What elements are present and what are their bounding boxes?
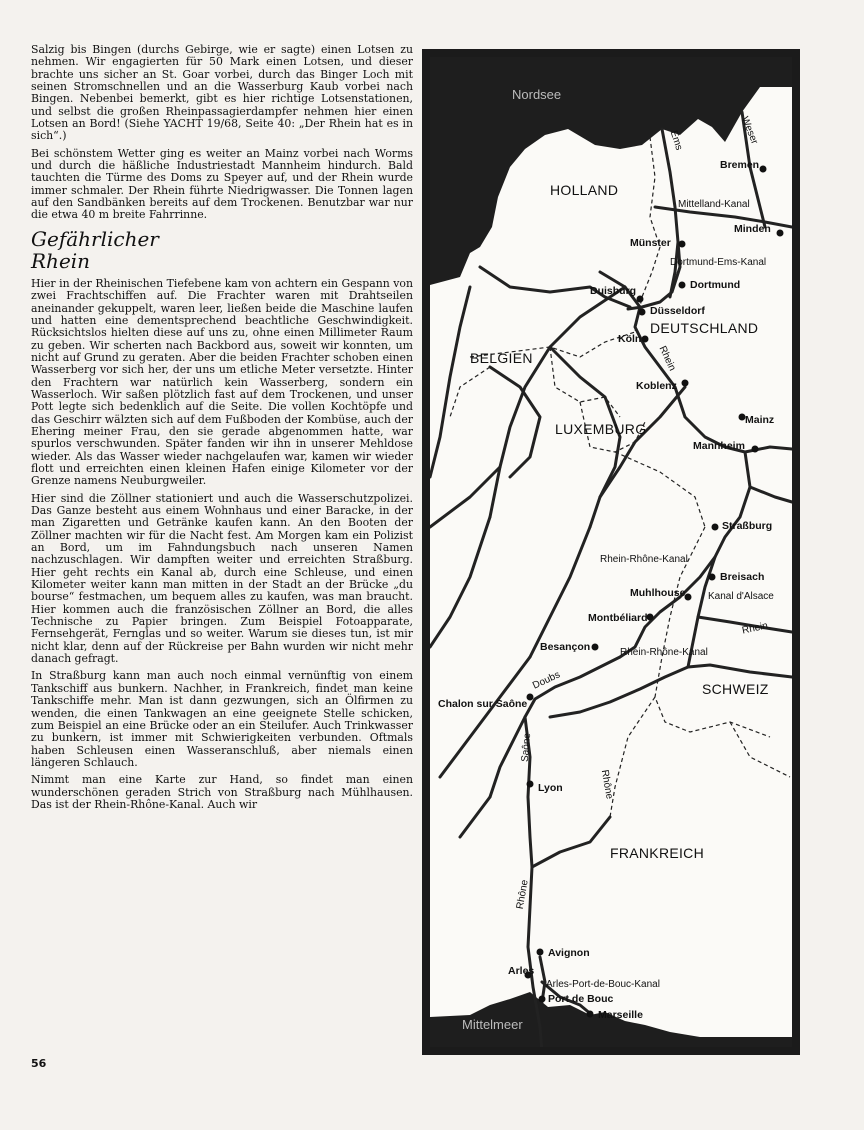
city-label-montbeliard: Montbéliard — [588, 612, 648, 624]
article-paragraph: Nimmt man eine Karte zur Hand, so findet man einen wunderschönen geraden Strich von Straßburg nach Mühlhausen. Das ist der Rhein-Rhône-Kanal. Auch wir — [31, 773, 413, 811]
city-label-muhlhouse: Muhlhouse — [630, 587, 686, 599]
city-label-duesseldorf: Düsseldorf — [650, 305, 705, 317]
river-label-ems: Ems — [667, 129, 685, 152]
city-label-koblenz: Koblenz — [636, 380, 677, 392]
sea-label-north: Nordsee — [512, 87, 562, 102]
river-label-rhein-south: Rhein — [741, 620, 769, 637]
canal-label-arles-bouc: Arles-Port-de-Bouc-Kanal — [546, 979, 660, 990]
country-label-schweiz: SCHWEIZ — [702, 681, 769, 697]
city-label-mainz: Mainz — [745, 414, 775, 426]
river-label-saone: Saône — [519, 732, 534, 763]
country-label-belgien: BELGIEN — [470, 350, 533, 366]
page-number: 56 — [31, 1057, 47, 1070]
city-label-bremen: Bremen — [720, 159, 760, 171]
city-label-dortmund: Dortmund — [690, 279, 741, 291]
article-paragraph: In Straßburg kann man auch noch einmal vernünftig von einem Tankschiff aus bunkern. Nachher, in Frankreich, findet man keine Tankschiffe mehr. Man ist dann gezwungen, sich an Ölfirmen zu wenden, die einen Tankwagen an eine geeignete Stelle schicken, zum Beispiel an eine Brücke oder an ein Steilufer. Auch Trinkwasser zu bunkern, ist immer mit Schwierigkeiten verbunden. Oftmals haben Schleusen einen Wasseranschluß, aber niemals einen längeren Schlauch. — [31, 669, 413, 769]
city-label-arles: Arles — [508, 965, 535, 977]
country-label-deutschland: DEUTSCHLAND — [650, 320, 759, 336]
country-label-luxemburg: LUXEMBURG — [555, 421, 647, 437]
article-paragraph: Salzig bis Bingen (durchs Gebirge, wie er sagte) einen Lotsen zu nehmen. Wir engagierten für 50 Mark einen Lotsen, und dieser brachte uns sicher an St. Goar vorbei, durch das Binger Loch mit seinen Stromschnellen und an die Wasserburg Kaub vorbei nach Bingen. Nebenbei bemerkt, gibt es hier richtige Lotsenstationen, und selbst die großen Rheinpassagierdampfer nehmen hier einen Lotsen an Bord! (Siehe YACHT 19/68, Seite 40: „Der Rhein hat es in sich“.) — [31, 43, 413, 143]
river-label-weser: Weser — [738, 115, 760, 146]
city-label-port-de-bouc: Port de Bouc — [548, 993, 614, 1005]
article-paragraph: Hier in der Rheinischen Tiefebene kam von achtern ein Gespann von zwei Frachtschiffen auf. Die Frachter waren mit Drahtseilen aneinander gekuppelt, waren leer, ließen beide die Maschine laufen und hatten eine dementsprechend beachtliche Geschwindigkeit. Rücksichtslos hielten diese auf uns zu, ohne einen Millimeter Raum zu geben. Wir scherten nach Backbord aus, soweit wir konnten, um nicht auf Grund zu geraten. Aber die beiden Frachter schoben einen Wasserberg vor sich her, der uns um etliche Meter versetzte. Hinter den Frachtern war natürlich kein Wasserberg, sondern ein Wasserloch. Wir saßen plötzlich fast auf dem Trockenen, und unser Pott legte sich bedenklich auf die Seite. Die vollen Kochtöpfe und das Geschirr wälzten sich auf dem Fußboden der Kombüse, auch der Ehering meiner Frau, den sie gerade abgenommen hatte, war spurlos verschwunden. Später fanden wir ihn in unserer Mehldose wieder. Als das Wasser wieder nachgelaufen war, kamen wir wieder flott und erreichten einen kleinen Hafen einige Kilometer vor der Grenze namens Neuburgweiler. — [31, 276, 413, 488]
canal-label-mittelland: Mittelland-Kanal — [678, 199, 750, 210]
canal-label-dortmund-ems: Dortmund-Ems-Kanal — [670, 257, 767, 268]
city-label-avignon: Avignon — [548, 947, 590, 959]
country-label-frankreich: FRANKREICH — [610, 845, 705, 861]
city-label-minden: Minden — [734, 223, 771, 235]
route-map — [422, 49, 800, 1055]
river-label-rhone-upper: Rhône — [598, 769, 615, 800]
river-label-rhone-lower: Rhône — [514, 879, 531, 910]
river-label-rhein-north: Rhein — [656, 344, 678, 373]
city-label-lyon: Lyon — [538, 782, 563, 794]
city-label-muenster: Münster — [630, 237, 671, 249]
country-borders — [450, 137, 790, 817]
river-label-doubs: Doubs — [531, 669, 562, 692]
city-label-duisburg: Duisburg — [590, 285, 637, 297]
city-label-strassburg: Straßburg — [722, 520, 773, 532]
city-label-koeln: Köln — [618, 333, 642, 345]
article-column — [31, 44, 413, 816]
sea-label-south: Mittelmeer — [462, 1017, 523, 1032]
city-label-besancon: Besançon — [540, 641, 591, 653]
article-paragraph: Hier sind die Zöllner stationiert und auch die Wasserschutzpolizei. Das Ganze besteht aus einem Wohnhaus und einer Baracke, in der man Zigaretten und Getränke kaufen kann. An den Booten der Zöllner machten wir für die Nacht fest. Am Morgen kam ein Polizist an Bord, um im Fahndungsbuch nach unseren Namen nachzuschlagen. Wir dampften weiter und erreichten Straßburg. Hier geht rechts ein Kanal ab, durch eine Schleuse, und einen Kilometer weiter kann man mitten in der Stadt an der Brücke „du bourse“ festmachen, um bequem alles zu kaufen, was man braucht. Hier kommen auch die französischen Zöllner an Bord, die alles Technische zu Papier bringen. Zum Beispiel Fotoapparate, Fernsehgerät, Fernglas und so weiter. Warum sie dieses tun, ist mir nicht klar, denn auf der Rückreise per Bahn wurden wir nicht mehr danach gefragt. — [31, 491, 413, 666]
country-label-holland: HOLLAND — [550, 182, 619, 198]
city-label-marseille: Marseille — [598, 1009, 643, 1021]
north-sea-shape — [430, 57, 792, 285]
city-label-breisach: Breisach — [720, 571, 765, 583]
canal-label-rhein-rhone-north: Rhein-Rhône-Kanal — [600, 554, 688, 565]
city-label-chalon: Chalon sur Saône — [438, 698, 528, 710]
map-canvas — [430, 57, 792, 1047]
canal-label-rhein-rhone-south: Rhein-Rhône-Kanal — [620, 647, 708, 658]
canal-label-kanal-alsace: Kanal d'Alsace — [708, 591, 774, 602]
city-label-mannheim: Mannheim — [693, 440, 745, 452]
section-heading: Gefährlicher Rhein — [31, 226, 159, 273]
article-paragraph: Bei schönstem Wetter ging es weiter an Mainz vorbei nach Worms und durch die häßliche Industriestadt Mannheim hindurch. Bald tauchten die Türme des Doms zu Speyer auf, und der Rhein wurde immer schmaler. Der Rhein führte Niedrigwasser. Die Tonnen lagen auf den Sandbänken bereits auf dem Trockenen. Benutzbar war nur die etwa 40 m breite Fahrrinne. — [31, 146, 413, 222]
